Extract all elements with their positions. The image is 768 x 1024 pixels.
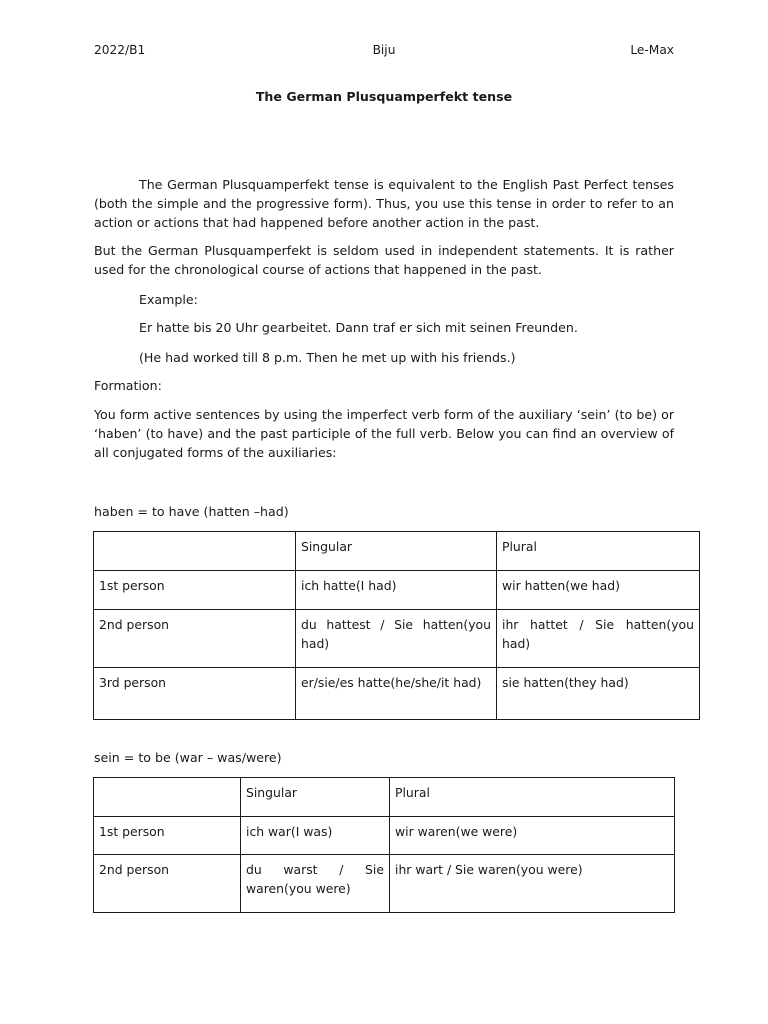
table-row xyxy=(94,571,700,610)
table-cell: ihr wart / Sie waren(you were) xyxy=(390,855,675,913)
table-row xyxy=(94,817,675,855)
table-cell: 1st person xyxy=(94,571,296,610)
sein-conjugation-table xyxy=(93,777,675,913)
header-center: Biju xyxy=(372,43,396,57)
table-row xyxy=(94,610,700,668)
table-header-row xyxy=(94,778,675,817)
table-cell: er/sie/es hatte(he/she/it had) xyxy=(296,668,497,720)
header-left: 2022/B1 xyxy=(94,43,146,57)
table-cell xyxy=(94,532,296,571)
table-cell: ich war(I was) xyxy=(241,817,390,855)
haben-conjugation-table xyxy=(93,531,700,720)
table-cell: Plural xyxy=(390,778,675,817)
table-row xyxy=(94,855,675,913)
table-cell: Singular xyxy=(241,778,390,817)
formation-heading: Formation: xyxy=(94,378,162,393)
intro-paragraph: The German Plusquamperfekt tense is equivalent to the English Past Perfect tenses (both the simple and the progressive form). Thus, you use this tense in order to refer to an action or actions that had happened before another action in the past. xyxy=(94,177,674,230)
table-cell: 3rd person xyxy=(94,668,296,720)
table-cell: 2nd person xyxy=(94,855,241,913)
table-header-row xyxy=(94,532,700,571)
example-german: Er hatte bis 20 Uhr gearbeitet. Dann traf er sich mit seinen Freunden. xyxy=(139,320,578,335)
table-cell: wir hatten(we had) xyxy=(497,571,700,610)
table-cell: Singular xyxy=(296,532,497,571)
header-right: Le-Max xyxy=(630,43,674,57)
table-cell: ihr hattet / Sie hatten(you had) xyxy=(497,610,700,668)
table-cell: wir waren(we were) xyxy=(390,817,675,855)
example-english: (He had worked till 8 p.m. Then he met up with his friends.) xyxy=(139,350,516,365)
usage-paragraph: But the German Plusquamperfekt is seldom used in independent statements. It is rather used for the chronological course of actions that happened in the past. xyxy=(94,243,674,277)
table-cell xyxy=(94,778,241,817)
table-row xyxy=(94,668,700,720)
table-cell: ich hatte(I had) xyxy=(296,571,497,610)
example-label: Example: xyxy=(139,292,198,307)
table-cell: du warst / Sie waren(you were) xyxy=(241,855,390,913)
table-cell: sie hatten(they had) xyxy=(497,668,700,720)
formation-paragraph: You form active sentences by using the imperfect verb form of the auxiliary ‘sein’ (to be) or ‘haben’ (to have) and the past participle of the full verb. Below you can find an overview of all conjugated forms of the auxiliaries: xyxy=(94,407,674,460)
sein-table-caption: sein = to be (war – was/were) xyxy=(94,750,282,765)
haben-table-caption: haben = to have (hatten –had) xyxy=(94,504,289,519)
table-cell: 2nd person xyxy=(94,610,296,668)
table-cell: Plural xyxy=(497,532,700,571)
table-cell: 1st person xyxy=(94,817,241,855)
document-title: The German Plusquamperfekt tense xyxy=(255,89,513,104)
table-cell: du hattest / Sie hatten(you had) xyxy=(296,610,497,668)
